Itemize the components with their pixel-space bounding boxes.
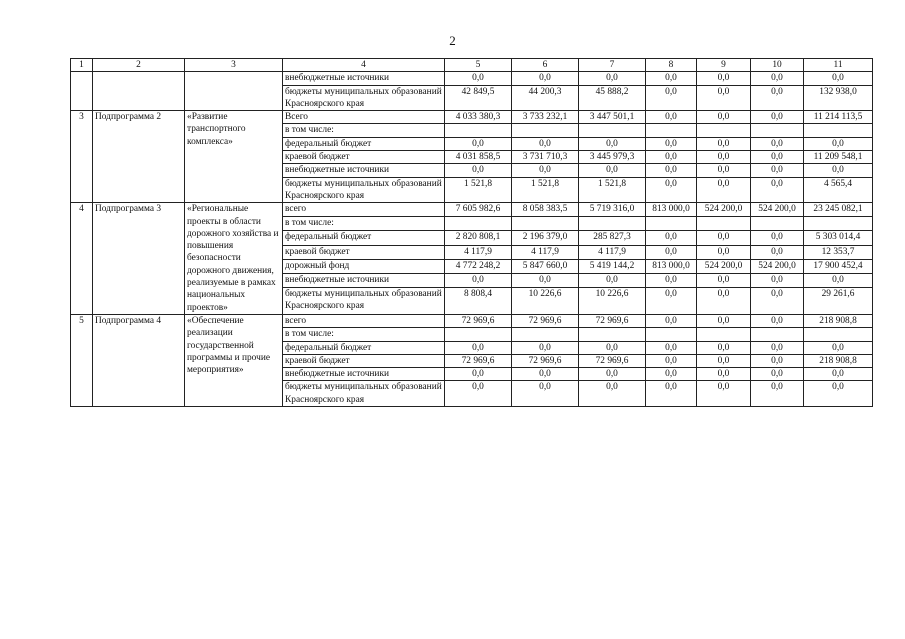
column-header: 11 [804, 59, 873, 72]
funding-source-label: внебюджетные источники [283, 72, 445, 85]
amount-cell: 72 969,6 [512, 354, 579, 367]
amount-cell: 285 827,3 [579, 231, 646, 245]
amount-cell: 0,0 [445, 381, 512, 407]
subprogram-description: «Обеспечение реализации государственной программы и прочие мероприятия» [185, 314, 283, 406]
amount-cell: 0,0 [697, 368, 751, 381]
row-number [71, 72, 93, 111]
amount-cell: 5 303 014,4 [804, 231, 873, 245]
amount-cell [751, 217, 804, 231]
amount-cell: 42 849,5 [445, 85, 512, 111]
amount-cell: 0,0 [697, 231, 751, 245]
funding-source-label: краевой бюджет [283, 354, 445, 367]
amount-cell [445, 217, 512, 231]
amount-cell: 0,0 [579, 137, 646, 150]
amount-cell: 0,0 [697, 381, 751, 407]
funding-source-label: краевой бюджет [283, 151, 445, 164]
amount-cell: 0,0 [646, 111, 697, 124]
amount-cell: 0,0 [646, 72, 697, 85]
page-number: 2 [449, 33, 456, 48]
amount-cell: 0,0 [804, 273, 873, 287]
column-header: 10 [751, 59, 804, 72]
amount-cell: 4 565,4 [804, 177, 873, 203]
amount-cell: 0,0 [697, 164, 751, 177]
amount-cell [646, 217, 697, 231]
amount-cell: 0,0 [646, 245, 697, 259]
funding-source-label: федеральный бюджет [283, 137, 445, 150]
subprogram-description [185, 72, 283, 111]
amount-cell [697, 328, 751, 341]
amount-cell: 0,0 [646, 368, 697, 381]
column-header: 5 [445, 59, 512, 72]
amount-cell: 0,0 [579, 72, 646, 85]
amount-cell: 11 214 113,5 [804, 111, 873, 124]
amount-cell: 0,0 [697, 314, 751, 327]
amount-cell: 45 888,2 [579, 85, 646, 111]
subprogram-name [93, 72, 185, 111]
amount-cell: 0,0 [804, 164, 873, 177]
row-number: 5 [71, 314, 93, 406]
amount-cell: 0,0 [751, 354, 804, 367]
amount-cell: 0,0 [697, 72, 751, 85]
amount-cell: 218 908,8 [804, 354, 873, 367]
amount-cell: 0,0 [697, 354, 751, 367]
amount-cell: 0,0 [512, 273, 579, 287]
amount-cell: 0,0 [646, 341, 697, 354]
amount-cell: 8 808,4 [445, 287, 512, 314]
amount-cell: 8 058 383,5 [512, 203, 579, 217]
amount-cell [751, 328, 804, 341]
amount-cell: 0,0 [751, 85, 804, 111]
table-row [71, 72, 873, 85]
amount-cell: 3 445 979,3 [579, 151, 646, 164]
amount-cell: 0,0 [445, 368, 512, 381]
amount-cell: 0,0 [804, 137, 873, 150]
amount-cell: 72 969,6 [512, 314, 579, 327]
funding-source-label: всего [283, 314, 445, 327]
amount-cell: 0,0 [697, 177, 751, 203]
amount-cell: 0,0 [751, 137, 804, 150]
amount-cell: 0,0 [804, 341, 873, 354]
amount-cell: 0,0 [751, 273, 804, 287]
funding-source-label: внебюджетные источники [283, 164, 445, 177]
amount-cell: 0,0 [579, 273, 646, 287]
amount-cell: 17 900 452,4 [804, 259, 873, 273]
amount-cell [804, 328, 873, 341]
funding-source-label: в том числе: [283, 124, 445, 137]
column-header: 3 [185, 59, 283, 72]
amount-cell: 0,0 [751, 111, 804, 124]
amount-cell: 72 969,6 [445, 354, 512, 367]
funding-source-label: краевой бюджет [283, 245, 445, 259]
amount-cell: 0,0 [512, 381, 579, 407]
amount-cell: 29 261,6 [804, 287, 873, 314]
amount-cell [445, 124, 512, 137]
amount-cell: 4 117,9 [512, 245, 579, 259]
amount-cell: 72 969,6 [579, 354, 646, 367]
amount-cell [697, 217, 751, 231]
amount-cell: 3 731 710,3 [512, 151, 579, 164]
amount-cell: 0,0 [697, 85, 751, 111]
amount-cell: 1 521,8 [579, 177, 646, 203]
amount-cell: 0,0 [646, 381, 697, 407]
amount-cell: 0,0 [445, 72, 512, 85]
amount-cell: 0,0 [445, 137, 512, 150]
row-number: 4 [71, 203, 93, 315]
funding-source-label: Всего [283, 111, 445, 124]
amount-cell: 2 196 379,0 [512, 231, 579, 245]
amount-cell: 0,0 [751, 314, 804, 327]
amount-cell: 0,0 [512, 341, 579, 354]
amount-cell: 5 719 316,0 [579, 203, 646, 217]
amount-cell: 0,0 [579, 341, 646, 354]
column-header: 8 [646, 59, 697, 72]
amount-cell: 0,0 [751, 287, 804, 314]
amount-cell: 0,0 [751, 341, 804, 354]
amount-cell: 0,0 [697, 273, 751, 287]
funding-source-label: в том числе: [283, 328, 445, 341]
amount-cell: 0,0 [697, 341, 751, 354]
amount-cell [512, 217, 579, 231]
amount-cell [697, 124, 751, 137]
amount-cell: 4 117,9 [445, 245, 512, 259]
funding-source-label: бюджеты муниципальных образований Красноярского края [283, 85, 445, 111]
amount-cell: 72 969,6 [445, 314, 512, 327]
amount-cell: 0,0 [445, 341, 512, 354]
amount-cell: 0,0 [512, 72, 579, 85]
subprogram-name: Подпрограмма 3 [93, 203, 185, 315]
funding-source-label: внебюджетные источники [283, 368, 445, 381]
amount-cell: 0,0 [646, 354, 697, 367]
amount-cell: 7 605 982,6 [445, 203, 512, 217]
amount-cell: 3 447 501,1 [579, 111, 646, 124]
amount-cell [646, 328, 697, 341]
amount-cell [445, 328, 512, 341]
amount-cell: 23 245 082,1 [804, 203, 873, 217]
column-numbers-row [71, 59, 873, 72]
amount-cell: 1 521,8 [512, 177, 579, 203]
amount-cell: 5 419 144,2 [579, 259, 646, 273]
column-header: 4 [283, 59, 445, 72]
amount-cell: 0,0 [646, 314, 697, 327]
column-header: 1 [71, 59, 93, 72]
amount-cell: 0,0 [579, 381, 646, 407]
amount-cell: 3 733 232,1 [512, 111, 579, 124]
amount-cell [512, 124, 579, 137]
amount-cell: 0,0 [697, 111, 751, 124]
funding-source-label: в том числе: [283, 217, 445, 231]
amount-cell: 4 033 380,3 [445, 111, 512, 124]
column-header: 7 [579, 59, 646, 72]
amount-cell [579, 217, 646, 231]
funding-source-label: федеральный бюджет [283, 341, 445, 354]
amount-cell: 0,0 [646, 287, 697, 314]
amount-cell: 0,0 [697, 287, 751, 314]
amount-cell: 11 209 548,1 [804, 151, 873, 164]
amount-cell: 4 031 858,5 [445, 151, 512, 164]
amount-cell: 0,0 [697, 245, 751, 259]
amount-cell: 0,0 [646, 177, 697, 203]
funding-source-label: бюджеты муниципальных образований Красноярского края [283, 381, 445, 407]
funding-source-label: бюджеты муниципальных образований Красноярского края [283, 287, 445, 314]
table-row [71, 111, 873, 124]
amount-cell: 813 000,0 [646, 259, 697, 273]
column-header: 9 [697, 59, 751, 72]
column-header: 6 [512, 59, 579, 72]
amount-cell: 0,0 [804, 368, 873, 381]
amount-cell: 0,0 [804, 72, 873, 85]
amount-cell: 0,0 [697, 151, 751, 164]
funding-source-label: федеральный бюджет [283, 231, 445, 245]
amount-cell: 4 117,9 [579, 245, 646, 259]
subprogram-name: Подпрограмма 2 [93, 111, 185, 203]
amount-cell: 0,0 [646, 137, 697, 150]
amount-cell: 10 226,6 [579, 287, 646, 314]
amount-cell [804, 124, 873, 137]
amount-cell: 5 847 660,0 [512, 259, 579, 273]
amount-cell: 0,0 [445, 273, 512, 287]
amount-cell: 12 353,7 [804, 245, 873, 259]
amount-cell: 4 772 248,2 [445, 259, 512, 273]
amount-cell: 1 521,8 [445, 177, 512, 203]
amount-cell: 0,0 [646, 85, 697, 111]
amount-cell [579, 124, 646, 137]
amount-cell: 524 200,0 [697, 259, 751, 273]
amount-cell: 0,0 [646, 231, 697, 245]
amount-cell: 0,0 [512, 164, 579, 177]
amount-cell: 218 908,8 [804, 314, 873, 327]
amount-cell [804, 217, 873, 231]
amount-cell: 524 200,0 [697, 203, 751, 217]
amount-cell: 0,0 [751, 72, 804, 85]
amount-cell: 524 200,0 [751, 203, 804, 217]
amount-cell: 0,0 [751, 164, 804, 177]
budget-table [70, 58, 873, 407]
amount-cell: 0,0 [751, 151, 804, 164]
amount-cell: 0,0 [751, 368, 804, 381]
amount-cell [579, 328, 646, 341]
amount-cell: 813 000,0 [646, 203, 697, 217]
amount-cell: 0,0 [579, 164, 646, 177]
amount-cell: 0,0 [646, 164, 697, 177]
amount-cell: 0,0 [445, 164, 512, 177]
amount-cell [646, 124, 697, 137]
amount-cell: 0,0 [751, 381, 804, 407]
amount-cell: 10 226,6 [512, 287, 579, 314]
amount-cell: 0,0 [751, 177, 804, 203]
funding-source-label: дорожный фонд [283, 259, 445, 273]
table-row [71, 203, 873, 217]
funding-source-label: бюджеты муниципальных образований Красноярского края [283, 177, 445, 203]
amount-cell: 72 969,6 [579, 314, 646, 327]
column-header: 2 [93, 59, 185, 72]
row-number: 3 [71, 111, 93, 203]
amount-cell: 0,0 [512, 137, 579, 150]
amount-cell: 0,0 [646, 151, 697, 164]
amount-cell: 524 200,0 [751, 259, 804, 273]
amount-cell [751, 124, 804, 137]
amount-cell: 2 820 808,1 [445, 231, 512, 245]
funding-source-label: внебюджетные источники [283, 273, 445, 287]
amount-cell: 0,0 [751, 231, 804, 245]
amount-cell: 44 200,3 [512, 85, 579, 111]
amount-cell: 0,0 [804, 381, 873, 407]
amount-cell: 132 938,0 [804, 85, 873, 111]
funding-source-label: всего [283, 203, 445, 217]
amount-cell: 0,0 [697, 137, 751, 150]
amount-cell: 0,0 [579, 368, 646, 381]
amount-cell: 0,0 [646, 273, 697, 287]
table-body [71, 72, 873, 407]
amount-cell [512, 328, 579, 341]
subprogram-description: «Региональные проекты в области дорожного хозяйства и повышения безопасности дорожного движения, реализуемые в рамках национальных проектов» [185, 203, 283, 315]
subprogram-description: «Развитие транспортного комплекса» [185, 111, 283, 203]
amount-cell: 0,0 [751, 245, 804, 259]
table-row [71, 314, 873, 327]
amount-cell: 0,0 [512, 368, 579, 381]
subprogram-name: Подпрограмма 4 [93, 314, 185, 406]
